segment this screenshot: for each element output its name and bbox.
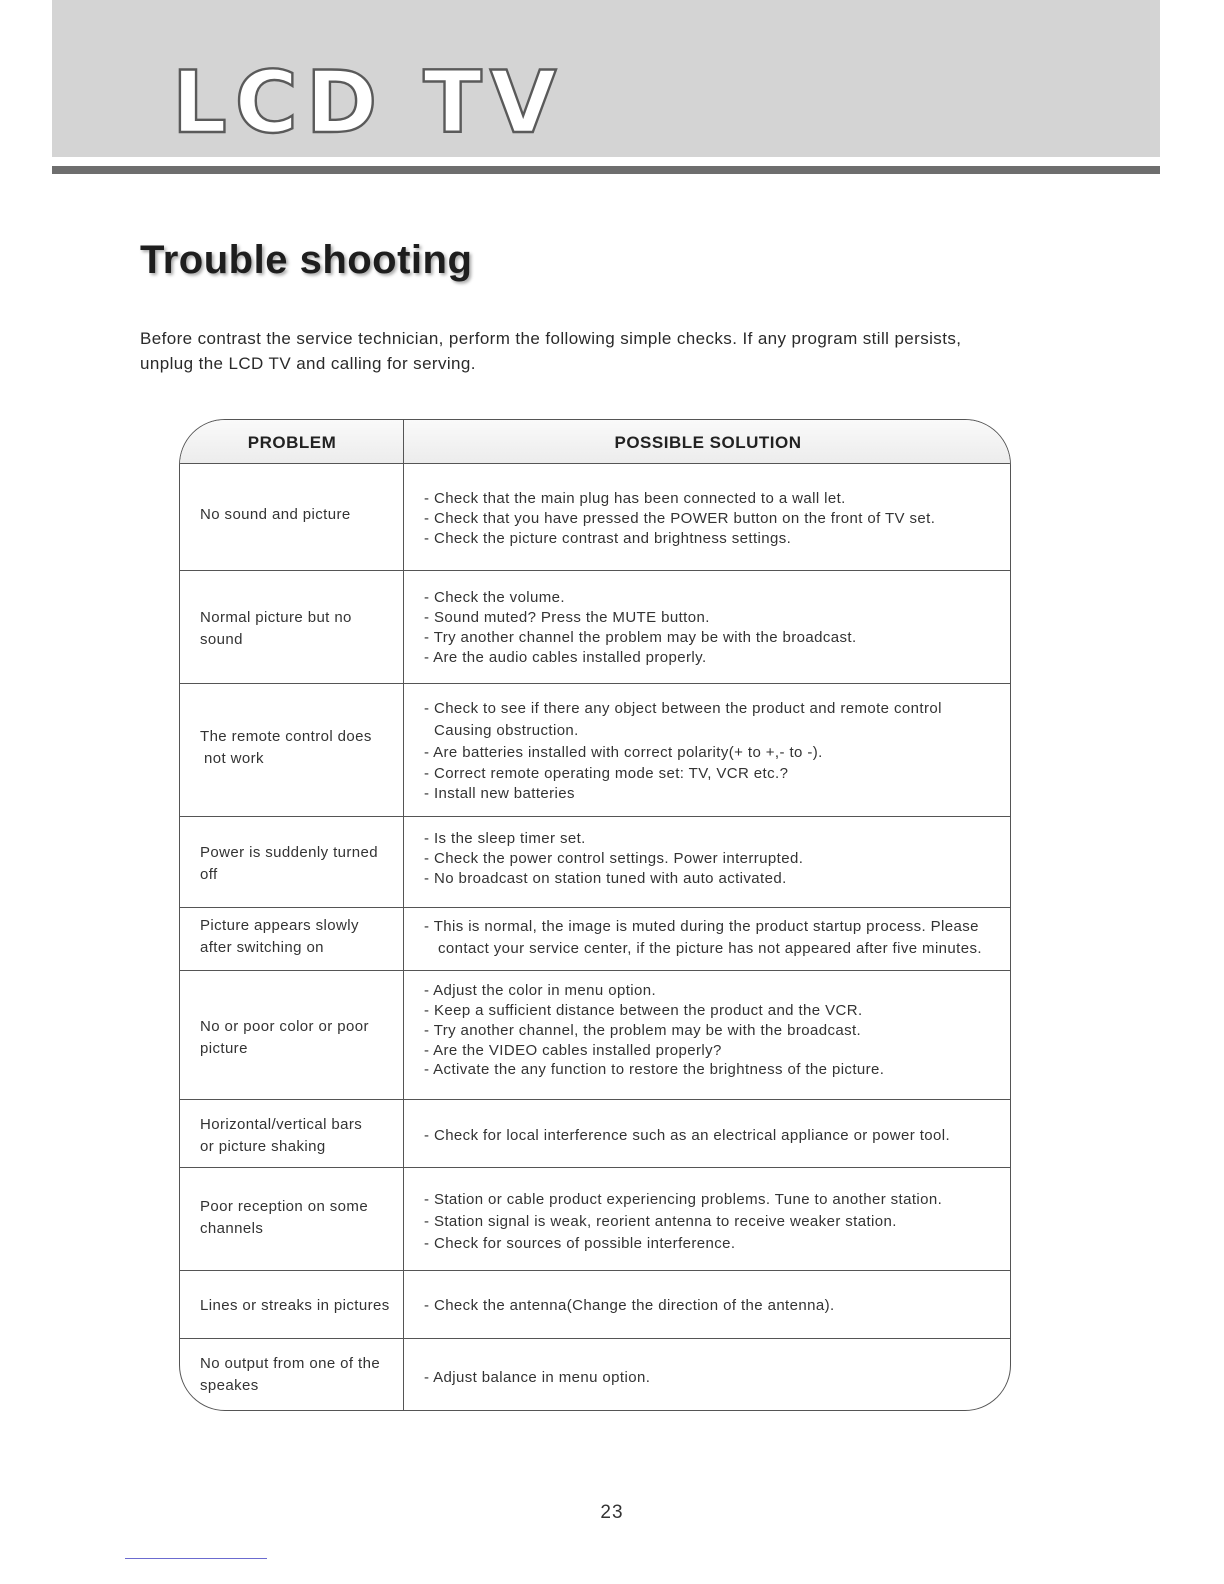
problem-line: Horizontal/vertical bars xyxy=(200,1116,363,1133)
solution-item: contact your service center, if the picture has not appeared after five minutes. xyxy=(438,940,982,957)
problem-line: Poor reception on some xyxy=(200,1198,369,1215)
logo-text: LCD TV xyxy=(172,60,565,140)
solution-cell xyxy=(424,588,1011,668)
lcd-tv-logo xyxy=(172,60,642,140)
solution-item: - Station or cable product experiencing problems. Tune to another station. xyxy=(424,1191,943,1208)
table-row xyxy=(180,571,1010,684)
problem-cell xyxy=(200,915,395,959)
problem-line: picture xyxy=(200,1040,248,1057)
problem-cell xyxy=(200,726,395,770)
problem-line: after switching on xyxy=(200,939,324,956)
solution-cell xyxy=(424,1368,1011,1388)
solution-item: - Check the power control settings. Power interrupted. xyxy=(424,850,804,867)
solution-item: - Adjust the color in menu option. xyxy=(424,982,657,999)
footnote-rule xyxy=(125,1558,267,1559)
problem-cell xyxy=(200,1295,405,1317)
header-solution: POSSIBLE SOLUTION xyxy=(614,433,802,452)
solution-item: - Check for sources of possible interference. xyxy=(424,1235,736,1252)
solution-item: - Try another channel, the problem may be with the broadcast. xyxy=(424,1022,862,1039)
solution-item: - Check the picture contrast and brightness settings. xyxy=(424,530,792,547)
problem-line: speakes xyxy=(200,1377,259,1394)
intro-line: unplug the LCD TV and calling for serving. xyxy=(140,354,476,373)
intro-line: Before contrast the service technician, perform the following simple checks. If any program still persists, xyxy=(140,329,962,348)
problem-cell xyxy=(200,842,395,886)
solution-item: - Correct remote operating mode set: TV, VCR etc.? xyxy=(424,765,789,782)
solution-item: - Keep a sufficient distance between the product and the VCR. xyxy=(424,1002,863,1019)
solution-item: - Activate the any function to restore the brightness of the picture. xyxy=(424,1061,885,1078)
problem-line: or picture shaking xyxy=(200,1138,326,1155)
problem-cell xyxy=(200,607,395,651)
solution-item: - Is the sleep timer set. xyxy=(424,830,586,847)
solution-item: - Adjust balance in menu option. xyxy=(424,1369,651,1386)
solution-item: - Try another channel the problem may be with the broadcast. xyxy=(424,629,857,646)
problem-line: Power is suddenly turned xyxy=(200,844,379,861)
problem-line: Normal picture but no xyxy=(200,609,352,626)
solution-item: - Check for local interference such as an electrical appliance or power tool. xyxy=(424,1127,951,1144)
problem-line: No or poor color or poor xyxy=(200,1018,369,1035)
troubleshooting-table xyxy=(179,419,1011,1411)
solution-item: - Are the audio cables installed properly. xyxy=(424,649,707,666)
table-row xyxy=(180,817,1010,908)
solution-item: - No broadcast on station tuned with auto activated. xyxy=(424,870,787,887)
problem-line: sound xyxy=(200,631,243,648)
solution-cell xyxy=(424,1296,1011,1316)
table-row xyxy=(180,971,1010,1100)
solution-item: - Station signal is weak, reorient antenna to receive weaker station. xyxy=(424,1213,897,1230)
solution-cell xyxy=(424,1126,1011,1146)
problem-line: Lines or streaks in pictures xyxy=(200,1297,390,1314)
problem-line: No sound and picture xyxy=(200,506,351,523)
solution-item: Causing obstruction. xyxy=(434,722,579,739)
solution-item: - Install new batteries xyxy=(424,785,575,802)
solution-cell xyxy=(424,489,1011,549)
solution-item: - Check that you have pressed the POWER button on the front of TV set. xyxy=(424,510,936,527)
page-number: 23 xyxy=(600,1502,624,1523)
problem-cell xyxy=(200,1196,395,1240)
solution-item: - Check the antenna(Change the direction of the antenna). xyxy=(424,1297,835,1314)
problem-line: The remote control does xyxy=(200,728,372,745)
header-banner xyxy=(52,0,1160,157)
problem-line: not work xyxy=(204,750,264,767)
solution-cell xyxy=(424,916,1011,960)
page-title: Trouble shooting xyxy=(140,238,473,282)
solution-item: - Check that the main plug has been connected to a wall let. xyxy=(424,490,846,507)
solution-cell xyxy=(424,1189,1011,1255)
problem-line: Picture appears slowly xyxy=(200,917,359,934)
table-row xyxy=(180,1168,1010,1271)
problem-cell xyxy=(200,504,395,526)
table-header xyxy=(180,420,1010,464)
solution-cell xyxy=(424,829,1011,889)
solution-item: - This is normal, the image is muted during the product startup process. Please xyxy=(424,918,979,935)
table-row xyxy=(180,1339,1010,1411)
solution-item: - Are batteries installed with correct polarity(+ to +,- to -). xyxy=(424,744,823,761)
intro-paragraph xyxy=(140,326,1040,376)
solution-item: - Check to see if there any object between the product and remote control xyxy=(424,700,942,717)
problem-cell xyxy=(200,1016,395,1060)
solution-cell xyxy=(424,698,1011,804)
problem-line: No output from one of the xyxy=(200,1355,381,1372)
table-row xyxy=(180,684,1010,817)
table-row xyxy=(180,1100,1010,1168)
solution-item: - Sound muted? Press the MUTE button. xyxy=(424,609,710,626)
problem-line: off xyxy=(200,866,218,883)
solution-item: - Are the VIDEO cables installed properly? xyxy=(424,1042,722,1059)
solution-cell xyxy=(424,981,1011,1078)
problem-line: channels xyxy=(200,1220,264,1237)
header-rule xyxy=(52,166,1160,174)
table-row xyxy=(180,464,1010,571)
problem-cell xyxy=(200,1353,395,1397)
table-row xyxy=(180,908,1010,971)
header-problem: PROBLEM xyxy=(247,433,337,452)
problem-cell xyxy=(200,1114,395,1158)
table-row xyxy=(180,1271,1010,1339)
solution-item: - Check the volume. xyxy=(424,589,565,606)
